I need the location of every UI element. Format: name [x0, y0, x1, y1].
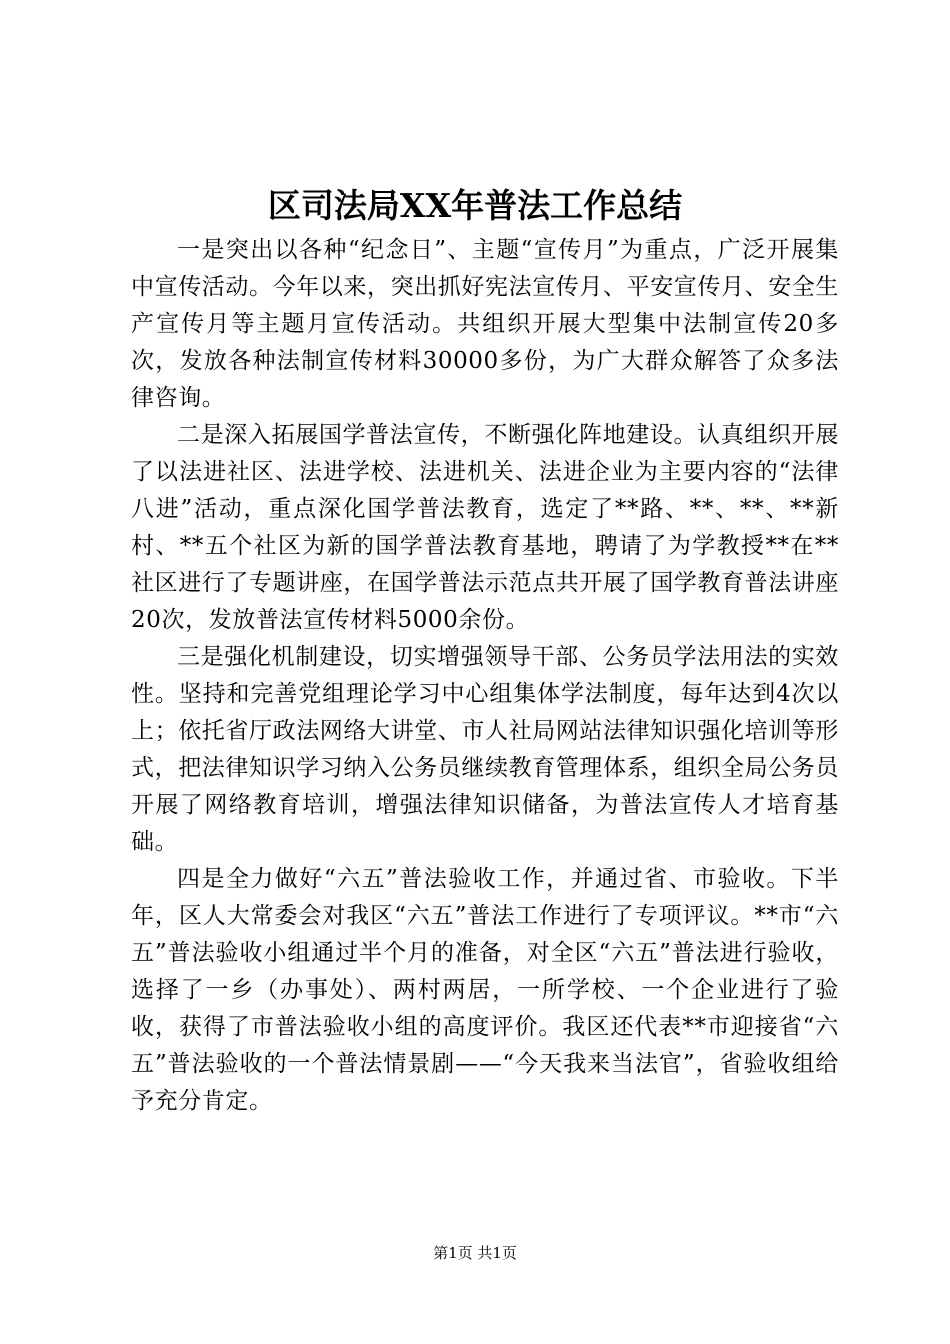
paragraph-1: 一是突出以各种“纪念日”、主题“宣传月”为重点，广泛开展集中宣传活动。今年以来，突出抓好宪法宣传月、平安宣传月、安全生产宣传月等主题月宣传活动。共组织开展大型集中法制宣传20多次，发放各种法制宣传材料30000多份，为广大群众解答了众多法律咨询。	[131, 237, 839, 411]
page-footer: 第1页 共1页	[433, 1244, 517, 1262]
paragraph-3: 三是强化机制建设，切实增强领导干部、公务员学法用法的实效性。坚持和完善党组理论学习中心组集体学法制度，每年达到4次以上；依托省厅政法网络大讲堂、市人社局网站法律知识强化培训等形式，把法律知识学习纳入公务员继续教育管理体系，组织全局公务员开展了网络教育培训，增强法律知识储备，为普法宣传人才培育基础。	[131, 644, 839, 855]
paragraph-2: 二是深入拓展国学普法宣传，不断强化阵地建设。认真组织开展了以法进社区、法进学校、法进机关、法进企业为主要内容的“法律八进”活动，重点深化国学普法教育，选定了**路、**、**、**新村、**五个社区为新的国学普法教育基地，聘请了为学教授**在**社区进行了专题讲座，在国学普法示范点共开展了国学教育普法讲座20次，发放普法宣传材料5000余份。	[131, 422, 839, 633]
document-title: 区司法局XX年普法工作总结	[267, 186, 683, 225]
document-body	[131, 232, 839, 1120]
paragraph-4: 四是全力做好“六五”普法验收工作，并通过省、市验收。下半年，区人大常委会对我区“六五”普法工作进行了专项评议。**市“六五”普法验收小组通过半个月的准备，对全区“六五”普法进行验收，选择了一乡（办事处）、两村两居，一所学校、一个企业进行了验收，获得了市普法验收小组的高度评价。我区还代表**市迎接省“六五”普法验收的一个普法情景剧——“今天我来当法官”，省验收组给予充分肯定。	[131, 866, 839, 1114]
